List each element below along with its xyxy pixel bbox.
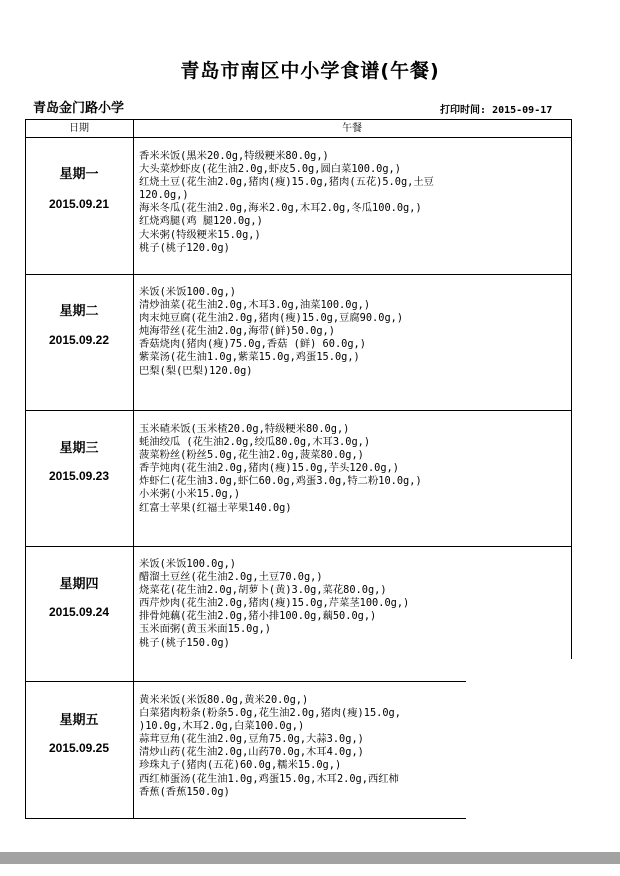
menu-item: 红烧土豆(花生油2.0g,猪肉(瘦)15.0g,猪肉(五花)5.0g,土豆 [139, 176, 434, 189]
menu-item: 巴梨(梨(巴梨)120.0g) [139, 364, 253, 377]
menu-item: 桃子(桃子120.0g) [139, 241, 230, 254]
menu-list [139, 423, 422, 515]
row-divider [25, 274, 571, 275]
day-name: 星期五 [59, 713, 99, 728]
day-date: 2015.09.24 [48, 605, 110, 619]
menu-item: 炸虾仁(花生油3.0g,虾仁60.0g,鸡蛋3.0g,特二粉10.0g,) [139, 475, 422, 488]
day-name: 星期四 [59, 577, 99, 592]
day-name: 星期三 [59, 441, 99, 456]
menu-item: 红烧鸡腿(鸡 腿120.0g,) [139, 215, 263, 228]
header-divider [25, 137, 571, 138]
menu-item: 西红柿蛋汤(花生油1.0g,鸡蛋15.0g,木耳2.0g,西红柿 [139, 772, 399, 785]
menu-item: 米饭(米饭100.0g,) [139, 286, 236, 298]
print-date-label: 打印时间: [440, 105, 487, 116]
day-date: 2015.09.22 [48, 333, 110, 347]
column-divider [133, 119, 134, 819]
menu-item: 黄米米饭(米饭80.0g,黄米20.0g,) [139, 694, 309, 706]
column-header-lunch: 午餐 [342, 123, 362, 134]
row-divider [25, 546, 571, 547]
menu-item: 香菇烧肉(猪肉(瘦)75.0g,香菇 (鲜) 60.0g,) [139, 338, 366, 351]
menu-item: 小米粥(小米15.0g,) [139, 488, 241, 501]
menu-item: 西芹炒肉(花生油2.0g,猪肉(瘦)15.0g,芹菜茎100.0g,) [139, 597, 410, 610]
horizontal-scrollbar[interactable] [0, 852, 620, 864]
school-name: 青岛金门路小学 [33, 101, 125, 116]
column-header-date: 日期 [69, 123, 89, 134]
menu-item: 玉米面粥(黄玉米面15.0g,) [139, 623, 271, 636]
menu-item: 清炒油菜(花生油2.0g,木耳3.0g,油菜100.0g,) [139, 299, 371, 312]
menu-list [139, 286, 403, 378]
menu-item: 米饭(米饭100.0g,) [139, 558, 236, 570]
table-border-bottom [25, 818, 466, 819]
menu-item: 香芋炖肉(花生油2.0g,猪肉(瘦)15.0g,芋头120.0g,) [139, 462, 399, 475]
menu-list [139, 558, 409, 650]
menu-item: 排骨炖藕(花生油2.0g,猪小排100.0g,藕50.0g,) [139, 610, 377, 623]
menu-item: 香米米饭(黑米20.0g,特级粳米80.0g,) [139, 150, 329, 162]
menu-item: 珍珠丸子(猪肉(五花)60.0g,糯米15.0g,) [139, 759, 342, 772]
menu-item: 菠菜粉丝(粉丝5.0g,花生油2.0g,菠菜80.0g,) [139, 449, 364, 462]
menu-item: 120.0g,) [139, 189, 189, 202]
menu-item: 白菜猪肉粉条(粉条5.0g,花生油2.0g,猪肉(瘦)15.0g, [139, 707, 401, 720]
row-divider [25, 410, 571, 411]
day-name: 星期一 [59, 167, 99, 182]
menu-item: 海米冬瓜(花生油2.0g,海米2.0g,木耳2.0g,冬瓜100.0g,) [139, 202, 422, 215]
document-title: 青岛市南区中小学食谱(午餐) [180, 60, 440, 82]
menu-item: 炖海带丝(花生油2.0g,海带(鲜)50.0g,) [139, 325, 335, 338]
day-date: 2015.09.25 [48, 741, 110, 755]
menu-item: 桃子(桃子150.0g) [139, 636, 230, 649]
menu-list [139, 694, 401, 799]
menu-item: 烧菜花(花生油2.0g,胡萝卜(黄)3.0g,菜花80.0g,) [139, 584, 387, 597]
menu-item: )10.0g,木耳2.0g,白菜100.0g,) [139, 720, 305, 733]
menu-item: 蚝油绞瓜 (花生油2.0g,绞瓜80.0g,木耳3.0g,) [139, 436, 371, 449]
table-border-right [571, 119, 572, 659]
menu-item: 大头菜炒虾皮(花生油2.0g,虾皮5.0g,圆白菜100.0g,) [139, 163, 401, 176]
menu-item: 蒜茸豆角(花生油2.0g,豆角75.0g,大蒜3.0g,) [139, 733, 364, 746]
menu-item: 紫菜汤(花生油1.0g,紫菜15.0g,鸡蛋15.0g,) [139, 351, 360, 364]
day-date: 2015.09.21 [48, 197, 110, 211]
print-date [440, 101, 552, 116]
menu-item: 香蕉(香蕉150.0g) [139, 785, 230, 798]
menu-item: 醋溜土豆丝(花生油2.0g,土豆70.0g,) [139, 571, 323, 584]
menu-item: 大米粥(特级粳米15.0g,) [139, 228, 261, 241]
print-date-value: 2015-09-17 [492, 105, 553, 116]
menu-item: 红富士苹果(红福士苹果140.0g) [139, 501, 292, 514]
menu-item: 玉米碴米饭(玉米楂20.0g,特级粳米80.0g,) [139, 423, 350, 435]
menu-list [139, 150, 434, 255]
menu-item: 清炒山药(花生油2.0g,山药70.0g,木耳4.0g,) [139, 746, 364, 759]
day-name: 星期二 [59, 304, 99, 319]
day-date: 2015.09.23 [48, 469, 110, 483]
page-clip-region [466, 681, 620, 841]
row-divider [25, 681, 466, 682]
menu-item: 肉末炖豆腐(花生油2.0g,猪肉(瘦)15.0g,豆腐90.0g,) [139, 312, 404, 325]
